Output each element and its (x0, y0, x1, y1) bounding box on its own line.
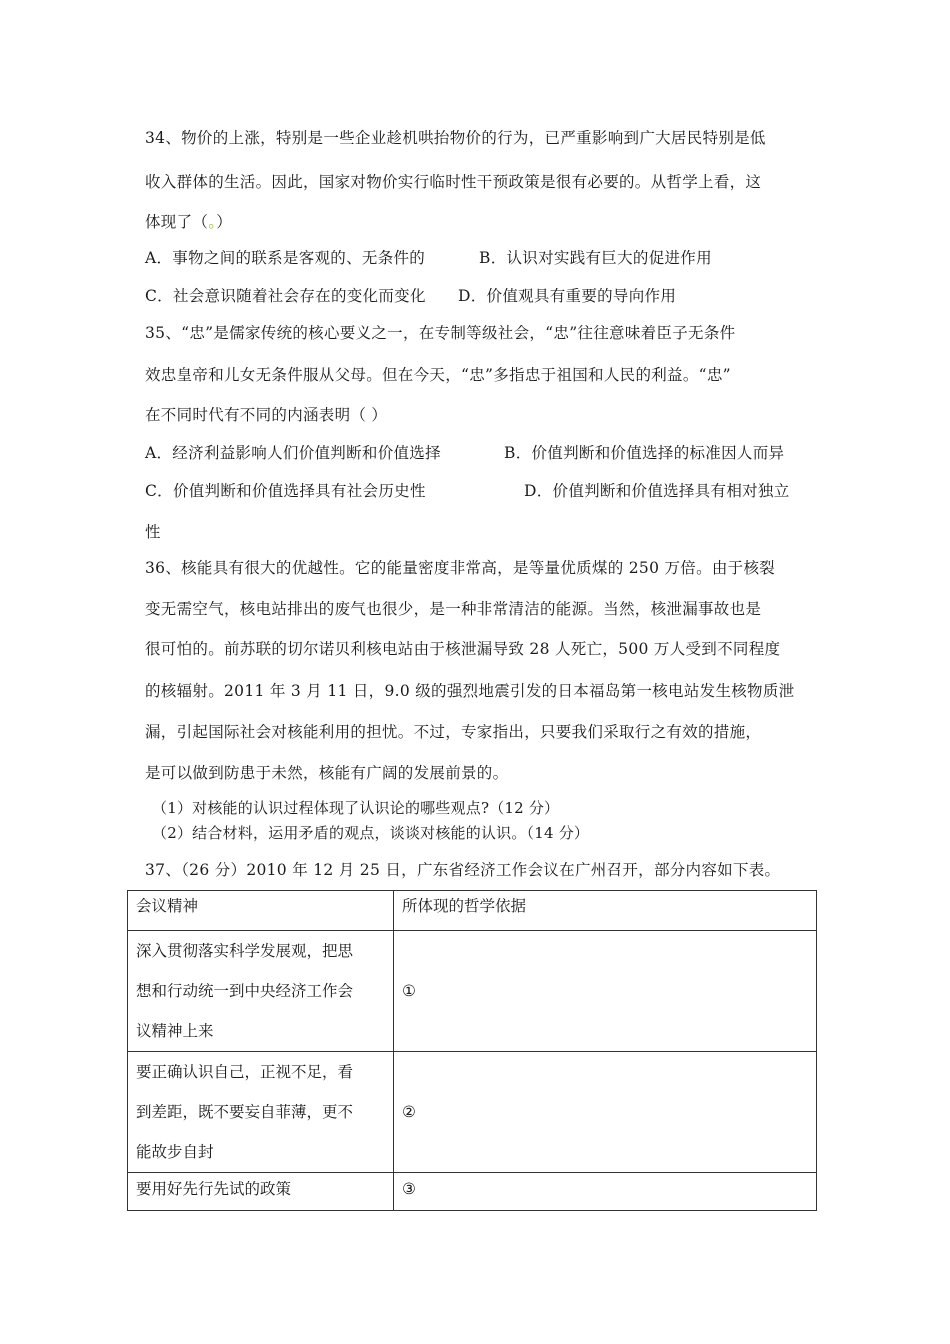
table-header-spirit: 会议精神 (128, 891, 394, 931)
table-header-basis: 所体现的哲学依据 (394, 891, 817, 931)
table-cell-basis: ② (394, 1052, 817, 1173)
q34-option-d: D．价值观具有重要的导向作用 (458, 287, 677, 305)
q36-line-3: 很可怕的。前苏联的切尔诺贝利核电站由于核泄漏导致 28 人死亡，500 万人受到不同程度 (145, 640, 781, 658)
q37-table (127, 890, 817, 1211)
q35-option-a: A．经济利益影响人们价值判断和价值选择 (145, 444, 441, 462)
table-row (128, 1052, 817, 1173)
q34-line-3 (145, 210, 232, 232)
q34-option-a: A．事物之间的联系是客观的、无条件的 (145, 249, 426, 267)
table-cell-spirit (128, 931, 394, 1052)
q34-option-c: C．社会意识随着社会存在的变化而变化 (145, 287, 426, 305)
q35-line-2: 效忠皇帝和儿女无条件服从父母。但在今天，“忠”多指忠于祖国和人民的利益。“忠” (145, 366, 731, 384)
spirit-text-line: 深入贯彻落实科学发展观，把思 (136, 942, 354, 960)
q36-subquestion-1: （1）对核能的认识过程体现了认识论的哪些观点?（12 分） (152, 799, 560, 817)
q35-line-1: 35、“忠”是儒家传统的核心要义之一，在专制等级社会，“忠”往往意味着臣子无条件 (145, 324, 736, 342)
q34-line-3-close: ） (216, 213, 233, 231)
q35-option-c: C．价值判断和价值选择具有社会历史性 (145, 482, 426, 500)
table-row (128, 931, 817, 1052)
q34-line-2: 收入群体的生活。因此，国家对物价实行临时性干预政策是很有必要的。从哲学上看，这 (145, 173, 762, 191)
table-cell-spirit (128, 1052, 394, 1173)
spirit-text-line: 能故步自封 (136, 1143, 214, 1161)
table-cell-basis: ③ (394, 1173, 817, 1211)
spirit-text-line: 到差距，既不要妄自菲薄，更不 (136, 1103, 354, 1121)
table-cell-spirit: 要用好先行先试的政策 (128, 1173, 394, 1211)
q36-line-6: 是可以做到防患于未然，核能有广阔的发展前景的。 (145, 764, 509, 782)
table-header-row (128, 891, 817, 931)
table-row (128, 1173, 817, 1211)
spirit-text-line: 议精神上来 (136, 1022, 214, 1040)
q35-option-b: B．价值判断和价值选择的标准因人而异 (504, 444, 785, 462)
q34-line-3-text: 体现了（ (145, 213, 209, 231)
q36-subquestion-2: （2）结合材料，运用矛盾的观点，谈谈对核能的认识。（14 分） (152, 824, 590, 842)
q35-option-d: D．价值判断和价值选择具有相对独立 (524, 482, 790, 500)
q34-line-1: 34、物价的上涨，特别是一些企业趁机哄抬物价的行为，已严重影响到广大居民特别是低 (145, 129, 766, 147)
q36-line-5: 漏，引起国际社会对核能利用的担忧。不过，专家指出，只要我们采取行之有效的措施， (145, 723, 762, 741)
q35-line-3: 在不同时代有不同的内涵表明（ ） (145, 406, 388, 424)
spirit-text-line: 要正确认识自己，正视不足，看 (136, 1063, 354, 1081)
q34-answer-dot: 。 (208, 213, 217, 231)
q36-line-1: 36、核能具有很大的优越性。它的能量密度非常高，是等量优质煤的 250 万倍。由于核裂 (145, 559, 776, 577)
spirit-text-line: 想和行动统一到中央经济工作会 (136, 982, 354, 1000)
q36-line-2: 变无需空气，核电站排出的废气也很少，是一种非常清洁的能源。当然，核泄漏事故也是 (145, 600, 762, 618)
q35-option-d-tail: 性 (145, 523, 161, 541)
q36-line-4: 的核辐射。2011 年 3 月 11 日，9.0 级的强烈地震引发的日本福岛第一核电站发生核物质泄 (145, 682, 795, 700)
q34-option-b: B．认识对实践有巨大的促进作用 (479, 249, 712, 267)
table-cell-basis: ① (394, 931, 817, 1052)
q37-intro: 37、（26 分）2010 年 12 月 25 日，广东省经济工作会议在广州召开，部分内容如下表。 (145, 861, 781, 879)
